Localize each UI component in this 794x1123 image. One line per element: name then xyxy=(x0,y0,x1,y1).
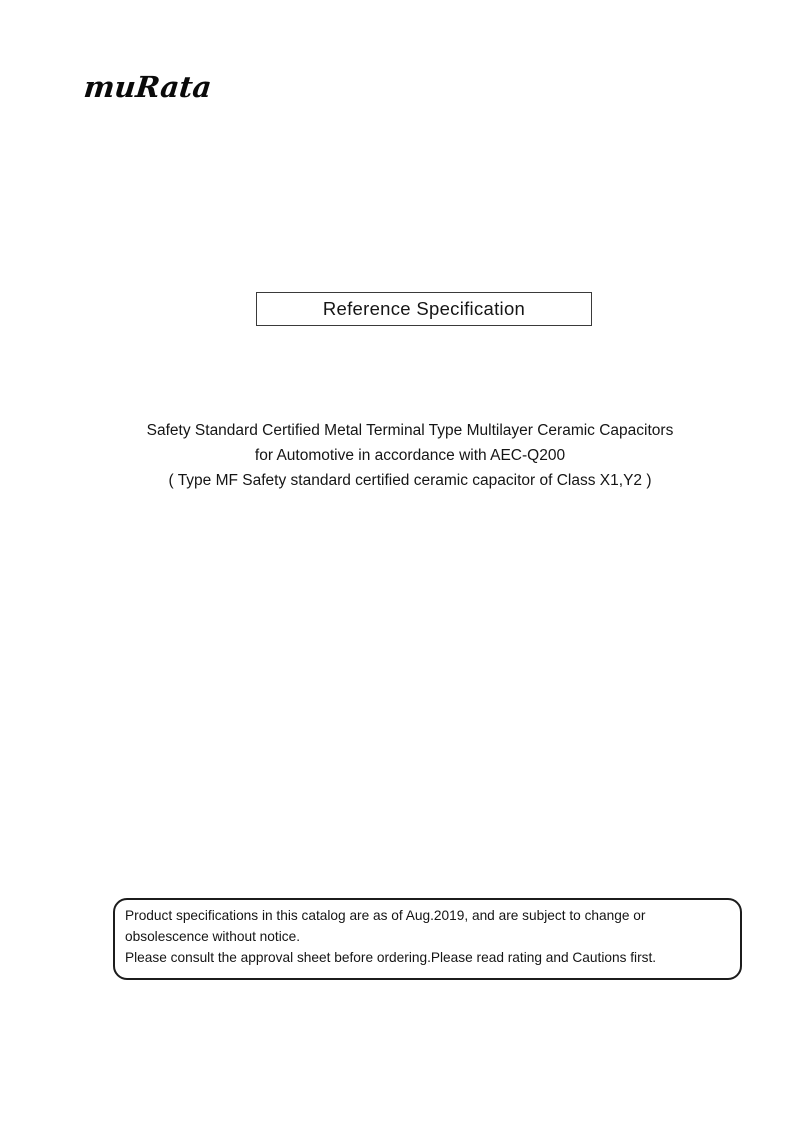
notice-line-3: Please consult the approval sheet before ordering.Please read rating and Cautions first. xyxy=(125,949,657,965)
product-heading-line-2: for Automotive in accordance with AEC-Q200 xyxy=(254,447,566,464)
page-title: Reference Specification xyxy=(322,298,526,319)
notice-line-2: obsolescence without notice. xyxy=(125,928,301,944)
murata-logo: muRata xyxy=(82,70,214,104)
product-heading-line-1: Safety Standard Certified Metal Terminal Type Multilayer Ceramic Capacitors xyxy=(146,422,674,439)
product-heading-line-3: ( Type MF Safety standard certified ceramic capacitor of Class X1,Y2 ) xyxy=(168,472,652,489)
reference-specification-box xyxy=(256,292,592,326)
notice-box xyxy=(113,898,742,980)
notice-line-1: Product specifications in this catalog are as of Aug.2019, and are subject to change or xyxy=(125,908,646,923)
product-heading xyxy=(26,418,794,493)
